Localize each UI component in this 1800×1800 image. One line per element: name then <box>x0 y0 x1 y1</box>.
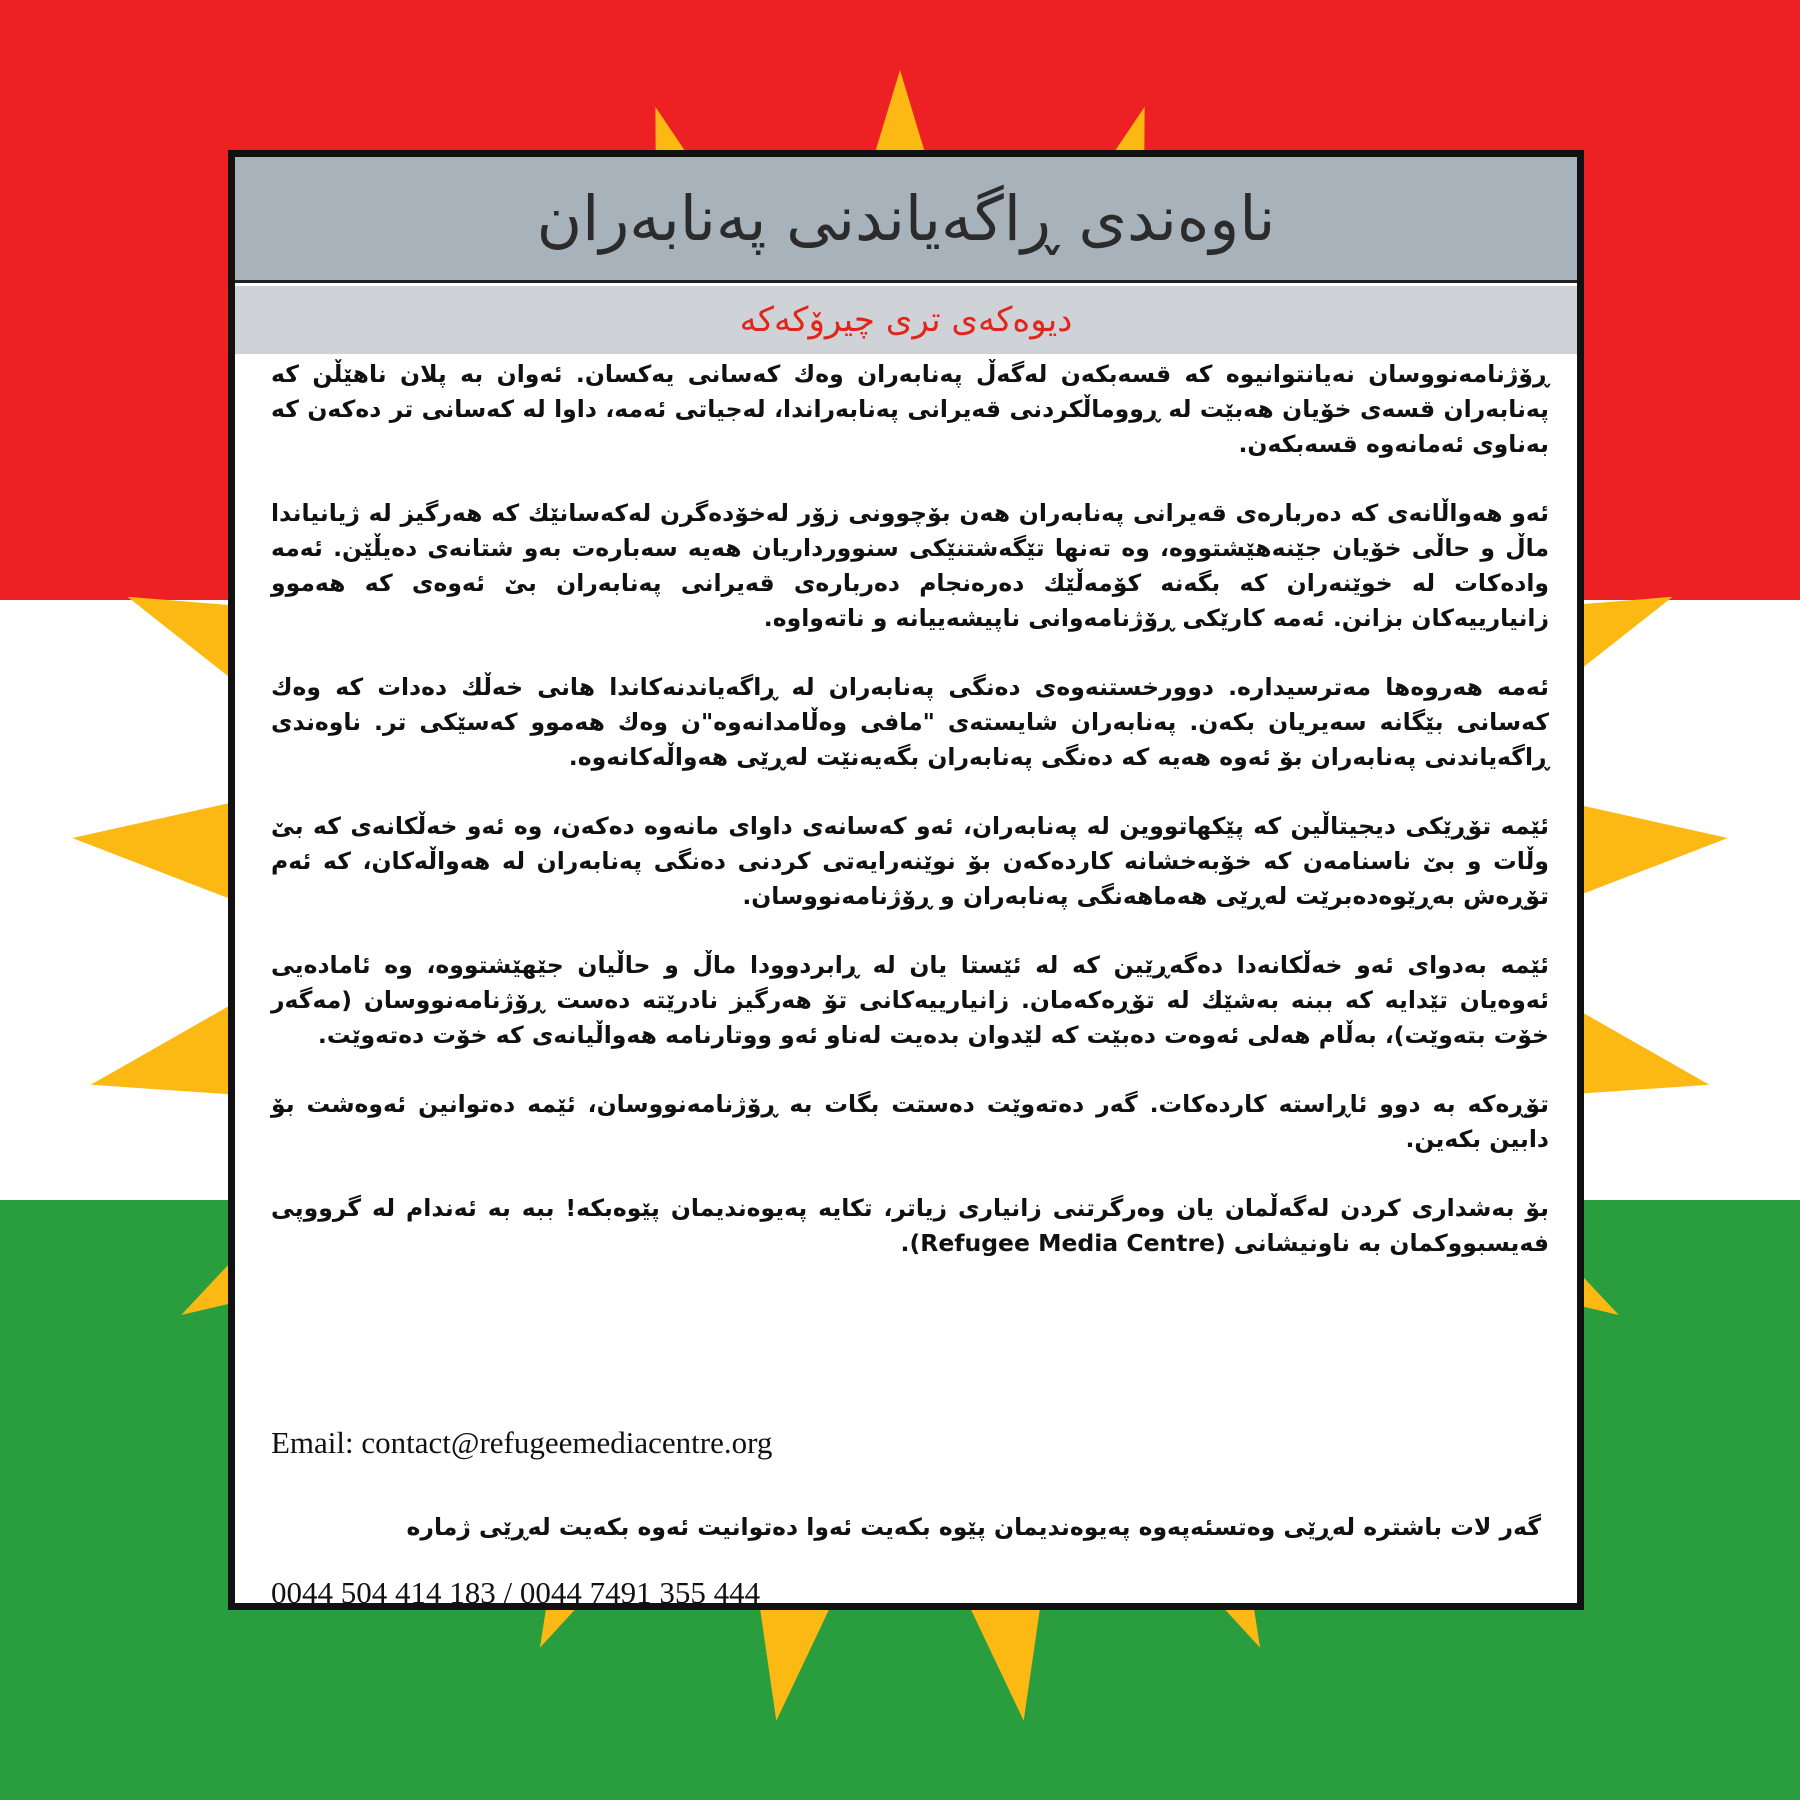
header-bar <box>235 157 1577 283</box>
paragraph: ڕۆژنامەنووسان نەیانتوانیوە کە قسەبکەن لەگەڵ پەنابەران وەك کەسانی یەکسان. ئەوان بە پلان ناهێڵن کە پەنابەران قسەی خۆیان هەبێت لە ڕووماڵکردنی قەیرانی پەنابەراندا، لەجیاتی ئەمە، داوا لە کەسانی تر دەکەن کە بەناوی ئەمانەوە قسەبکەن. <box>271 360 1549 458</box>
paragraph: تۆڕەکە بە دوو ئاڕاستە کاردەکات. گەر دەتەوێت دەستت بگات بە ڕۆژنامەنووسان، ئێمە دەتوانین ئەوەشت بۆ دابین بکەین. <box>271 1090 1549 1153</box>
paragraph: ئەمە هەروەها مەترسیدارە. دوورخستنەوەی دەنگی پەنابەران لە ڕاگەیاندنەکاندا هانی خەڵك دەدات کە وەك کەسانی بێگانە سەیریان بکەن. پەنابەران شایستەی "مافی وەڵامدانەوە"ن وەك هەموو کەسێکی تر. ناوەندی ڕاگەیاندنی پەنابەران بۆ ئەوە هەیە کە دەنگی پەنابەران بگەیەنێت لەڕێی هەواڵەکانەوە. <box>271 673 1549 771</box>
body-text <box>271 357 1549 1295</box>
paragraph: بۆ بەشداری کردن لەگەڵمان یان وەرگرتنی زانیاری زیاتر، تکایە پەیوەندیمان پێوەبکە! ببە بە ئەندام لە گرووپی فەیسبووکمان بە ناونیشانی (Refugee Media Centre). <box>271 1194 1549 1257</box>
paragraph: ئەو هەواڵانەی کە دەربارەی قەیرانی پەنابەران هەن بۆچوونی زۆر لەخۆدەگرن لەکەسانێك کە هەرگیز لە ژیانیاندا ماڵ و حاڵی خۆیان جێنەهێشتووە، وە تەنها تێگەشتنێکی سنوورداریان هەیە سەبارەت بەو شتانەی دەیڵێن. ئەمە وادەکات لە خوێنەران کە بگەنە کۆمەڵێك دەرەنجام دەربارەی قەیرانی پەنابەران بێ ئەوەی کە هەموو زانیارییەکان بزانن. ئەمە کارێکی ڕۆژنامەوانی ناپیشەییانە و ناتەواوە. <box>271 499 1549 632</box>
subtitle: دیوەکەی تری چیرۆکەکە <box>739 300 1073 340</box>
paragraph: ئێمە تۆڕێکی دیجیتاڵین کە پێکهاتووین لە پەنابەران، ئەو کەسانەی داوای مانەوە دەکەن، وە ئەو خەڵکانەی کە بێ وڵات و بێ ناسنامەن کە خۆبەخشانە کاردەکەن بۆ نوێنەرایەتی کردنی دەنگی پەنابەران لە هەواڵەکان، کە ئەم تۆڕەش بەڕێوەدەبرێت لەڕێی هەماهەنگی پەنابەران و ڕۆژنامەنووسان. <box>271 812 1549 910</box>
phone-intro-text: گەر لات باشترە لەڕێی وەتسئەپەوە پەیوەندیمان پێوە بکەیت ئەوا دەتوانیت ئەوە بکەیت لەڕێی ژمارە <box>406 1513 1541 1541</box>
contact-phone-numbers: 0044 504 414 183 / 0044 7491 355 444 <box>271 1575 761 1610</box>
paragraph: ئێمە بەدوای ئەو خەڵکانەدا دەگەڕێین کە لە ئێستا یان لە ڕابردوودا ماڵ و حاڵیان جێهێشتووە، وە ئامادەیی ئەوەیان تێدایە کە ببنە بەشێك لە تۆڕەکەمان. زانیارییەکانی تۆ هەرگیز نادرێتە دەست ڕۆژنامەنووسان (مەگەر خۆت بتەوێت)، بەڵام هەلی ئەوەت دەبێت کە لێدوان بدەیت لەناو ئەو ووتارنامە هەواڵیانەی کە خۆت دەتەوێت. <box>271 951 1549 1049</box>
content-panel <box>228 150 1584 1610</box>
page-title: ناوەندی ڕاگەیاندنی پەنابەران <box>536 182 1276 255</box>
subheader-bar <box>235 286 1577 356</box>
contact-email[interactable]: Email: contact@refugeemediacentre.org <box>271 1425 773 1460</box>
